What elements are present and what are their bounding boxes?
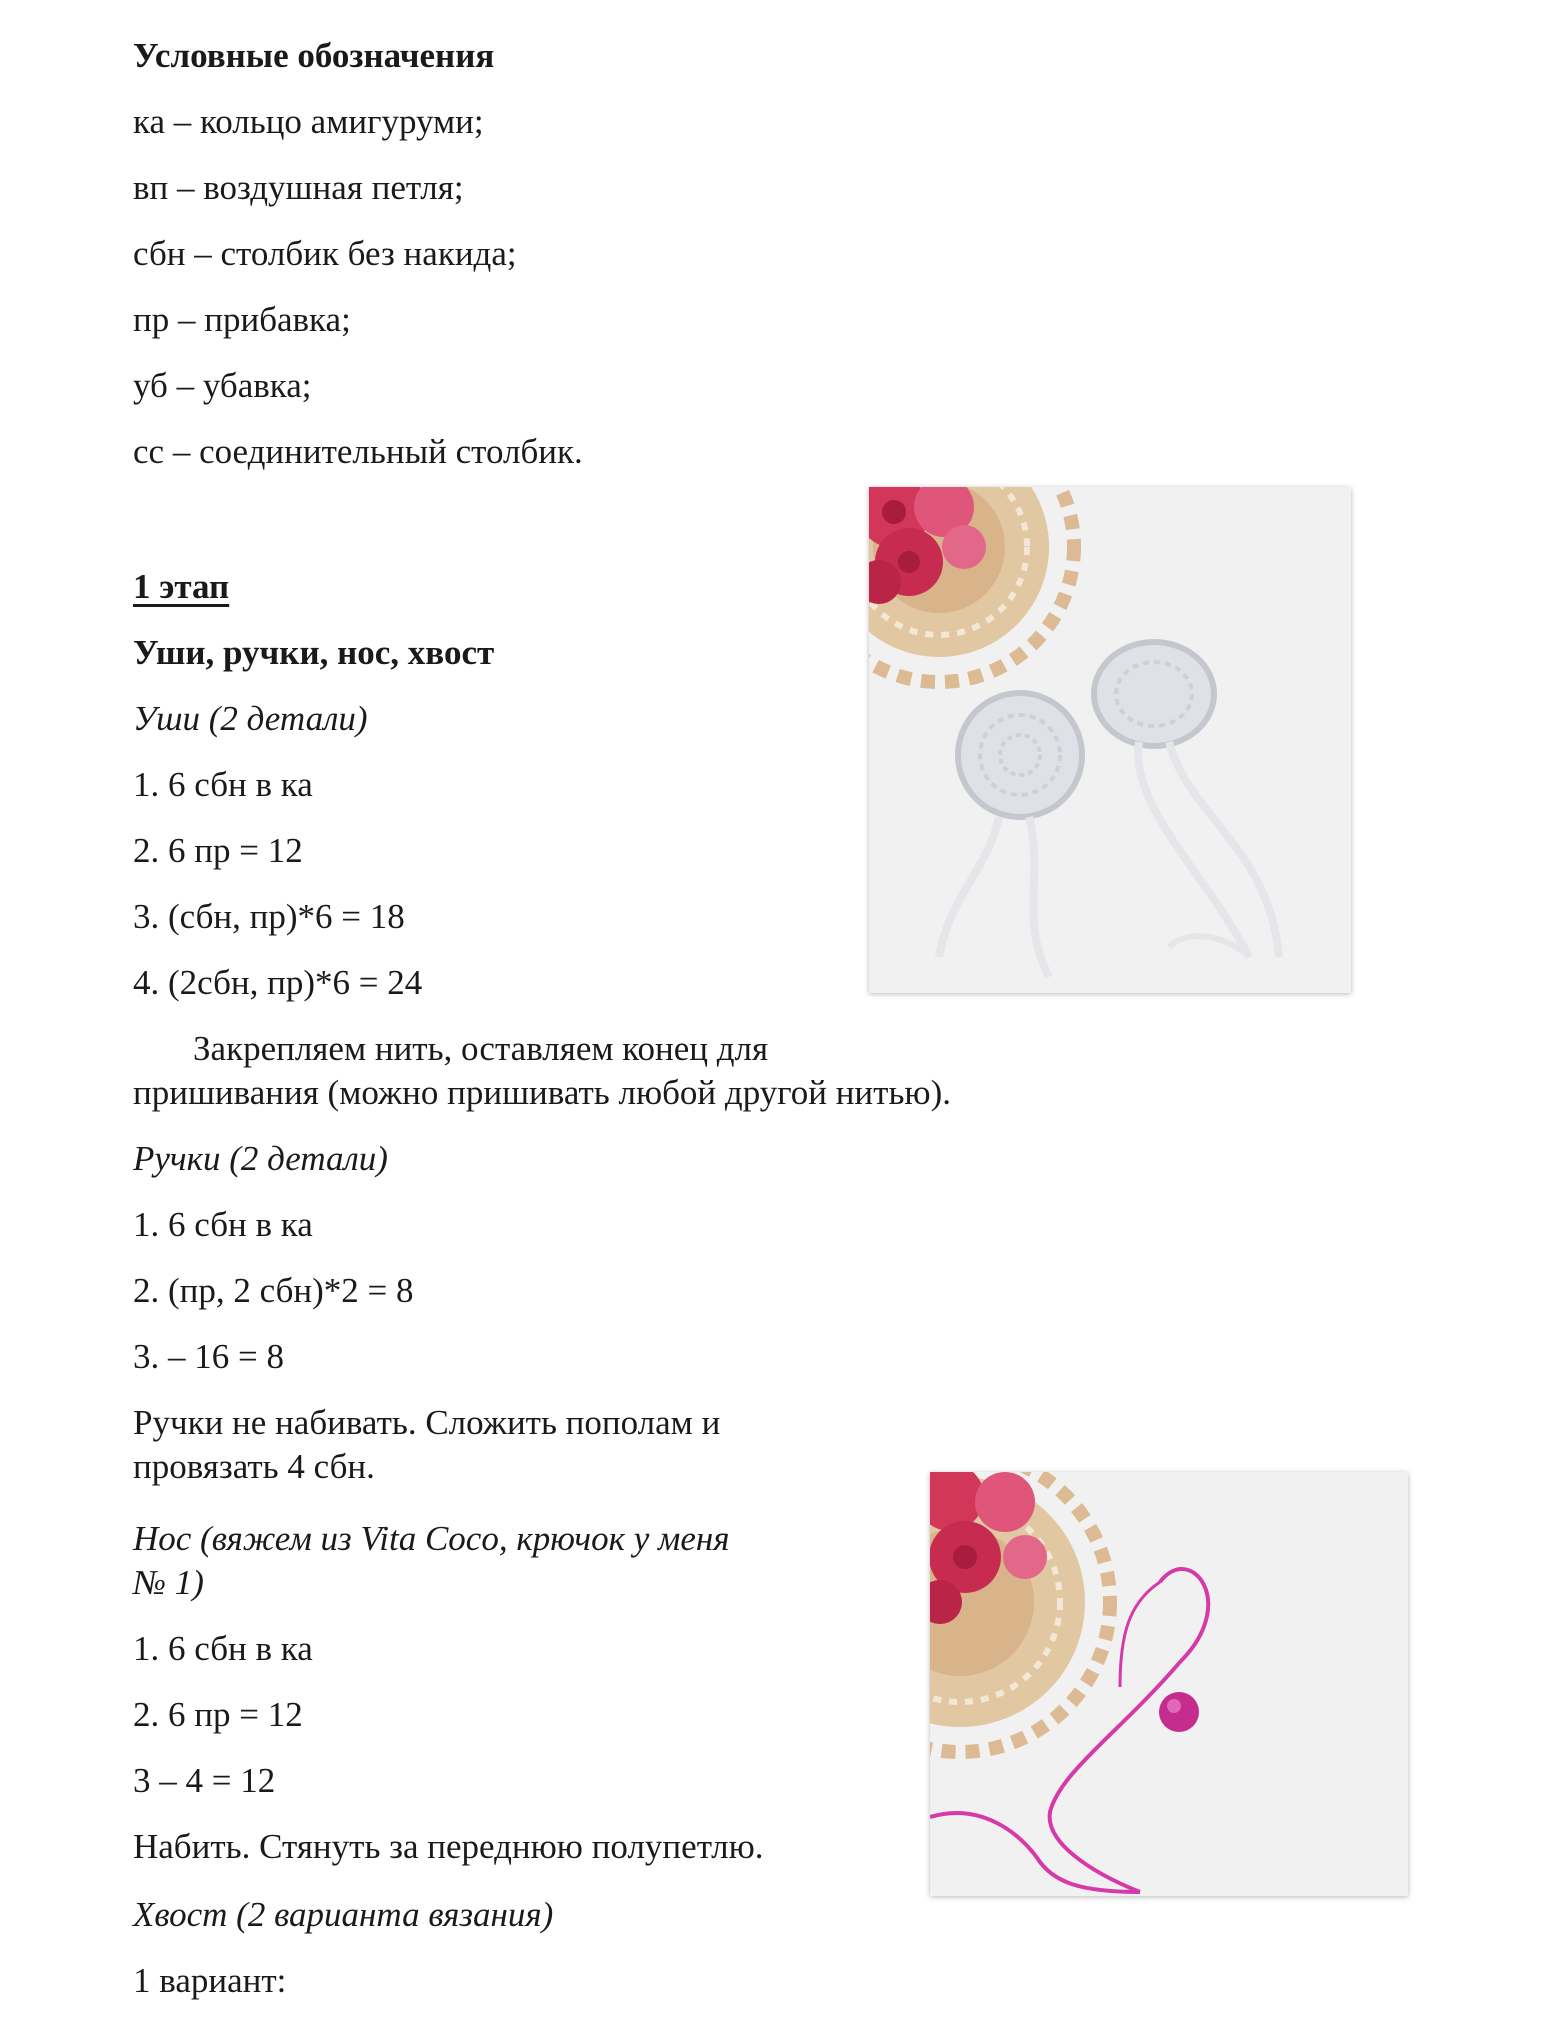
legend-item: вп – воздушная петля;: [133, 168, 464, 207]
nose-note: Набить. Стянуть за переднюю полупетлю.: [133, 1827, 764, 1866]
nose-title-line2: № 1): [133, 1563, 204, 1602]
tail-variant: 1 вариант:: [133, 1961, 287, 2000]
legend-item: сбн – столбик без накида;: [133, 234, 517, 273]
crochet-nose-icon: [1159, 1692, 1199, 1732]
nose-row: 2. 6 пр = 12: [133, 1695, 303, 1734]
nose-row: 3 – 4 = 12: [133, 1761, 276, 1800]
stage-subtitle: Уши, ручки, нос, хвост: [133, 633, 495, 672]
hands-row: 3. – 16 = 8: [133, 1337, 284, 1376]
legend-item: ка – кольцо амигуруми;: [133, 102, 484, 141]
ears-title: Уши (2 детали): [133, 699, 368, 738]
ears-note-line1: Закрепляем нить, оставляем конец для: [193, 1029, 769, 1068]
stage-title: 1 этап: [133, 567, 230, 606]
legend-item: сс – соединительный столбик.: [133, 432, 583, 471]
hands-title: Ручки (2 детали): [133, 1139, 388, 1178]
hands-note-line1: Ручки не набивать. Сложить пополам и: [133, 1403, 721, 1442]
ears-row: 4. (2сбн, пр)*6 = 24: [133, 963, 423, 1002]
ears-photo: [869, 487, 1351, 993]
nose-title-line1: Нос (вяжем из Vita Coco, крючок у меня: [133, 1519, 730, 1558]
hands-row: 1. 6 сбн в ка: [133, 1205, 313, 1244]
legend-heading: Условные обозначения: [133, 36, 495, 75]
ears-row: 2. 6 пр = 12: [133, 831, 303, 870]
nose-row: 1. 6 сбн в ка: [133, 1629, 313, 1668]
nose-photo: [930, 1472, 1408, 1896]
legend-item: пр – прибавка;: [133, 300, 351, 339]
hands-note-line2: провязать 4 сбн.: [133, 1447, 375, 1486]
tail-title: Хвост (2 варианта вязания): [133, 1895, 554, 1934]
ears-row: 1. 6 сбн в ка: [133, 765, 313, 804]
legend-item: уб – убавка;: [133, 366, 312, 405]
ears-row: 3. (сбн, пр)*6 = 18: [133, 897, 405, 936]
hands-row: 2. (пр, 2 сбн)*2 = 8: [133, 1271, 414, 1310]
ears-note-line2: пришивания (можно пришивать любой другой нитью).: [133, 1073, 951, 1112]
